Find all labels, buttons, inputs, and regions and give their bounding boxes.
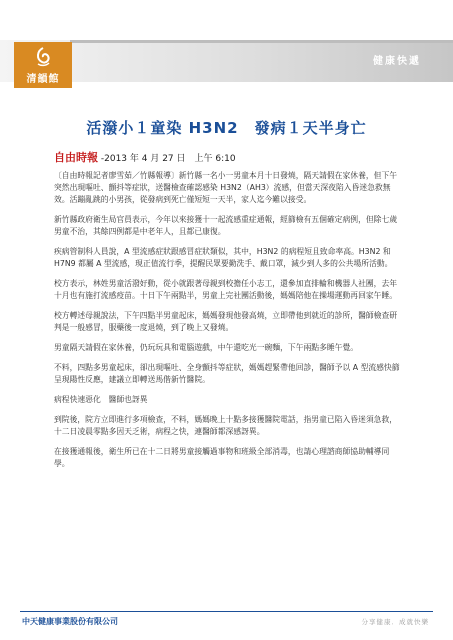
subheading: 病程快速惡化 醫師也訝異 xyxy=(54,395,148,404)
section-label: 健康快遞 xyxy=(373,56,421,67)
source-name: 自由時報 xyxy=(54,151,98,164)
logo-text: 清韻館 xyxy=(26,74,60,85)
article-body xyxy=(54,170,404,478)
footer-divider xyxy=(20,611,433,612)
paragraph: 男童隔天請假在家休養，仍玩玩具和電腦遊戲，中午還吃光一碗麵，下午兩點多睡午覺。 xyxy=(54,343,359,352)
publish-date: -2013 年 4 月 27 日 上午 6:10 xyxy=(100,154,236,164)
paragraph: 校方轉述母親說法，下午四點半男童起床，媽媽發現他發高燒，立即帶他到就近的診所，醫師檢查研判是一般感冒，服藥後一度退燒，到了晚上又發燒。 xyxy=(54,311,398,332)
footer-company: 中天健康事業股份有限公司 xyxy=(22,617,118,626)
article-title: 活潑小１童染 H3N2 發病１天半身亡 xyxy=(86,119,367,137)
paragraph: 校方表示，林姓男童活潑好動，從小就跟著母親到校擔任小志工，還參加直排輪和機器人社團，去年十月也有施打流感疫苗。十日下午兩點半，男童上完社團活動後，媽媽陪他在操場運動再回家午睡。 xyxy=(54,279,398,300)
header-stripe xyxy=(70,40,453,43)
logo-swirl-icon xyxy=(32,46,54,68)
paragraph: 到院後，院方立即進行多項檢查，不料，媽媽晚上十點多接獲醫院電話，指男童已陷入昏迷須急救，十二日凌晨零點多因天乏術，病程之快，連醫師都深感訝異。 xyxy=(54,415,398,436)
company-logo xyxy=(14,42,72,88)
byline xyxy=(54,149,236,165)
paragraph: 〔自由時報記者廖雪茹／竹縣報導〕新竹縣一名小一男童本月十日發燒，隔天請假在家休養，但下午突然出現嘔吐、顫抖等症狀，送醫檢查確認感染 H3N2（AH3）流感，但當天深夜陷入昏迷急救無效。活蹦亂跳的小男孩，從發病到死亡僅短短一天半，家人迄今難以接受。 xyxy=(54,171,398,204)
footer-slogan: 分享健康．成就快樂 xyxy=(361,618,429,626)
paragraph: 不料，四點多男童起床，卻出現嘔吐、全身顫抖等症狀，媽媽趕緊帶他回診，醫師予以 A 型流感快篩呈現陽性反應，建議立即轉送馬偕新竹醫院。 xyxy=(54,363,400,384)
paragraph: 在接獲通報後，衛生所已在十二日將男童接觸過事物和班級全部消毒，也請心理諮商師協助輔導同學。 xyxy=(54,447,390,468)
paragraph: 疾病管制科人員說，A 型流感症狀跟感冒症狀類似，其中，H3N2 的病程短且致命率高。H3N2 和 H7N9 都屬 A 型流感，現正值流行季，提醒民眾要勤洗手、戴口罩，減少到人多的公共場所活動。 xyxy=(54,247,393,268)
paragraph: 新竹縣政府衛生局官員表示，今年以來接獲十一起流感重症通報，經篩檢有五個確定病例，但除七歲男童不治，其餘四例都是中老年人，且都已康復。 xyxy=(54,215,398,236)
